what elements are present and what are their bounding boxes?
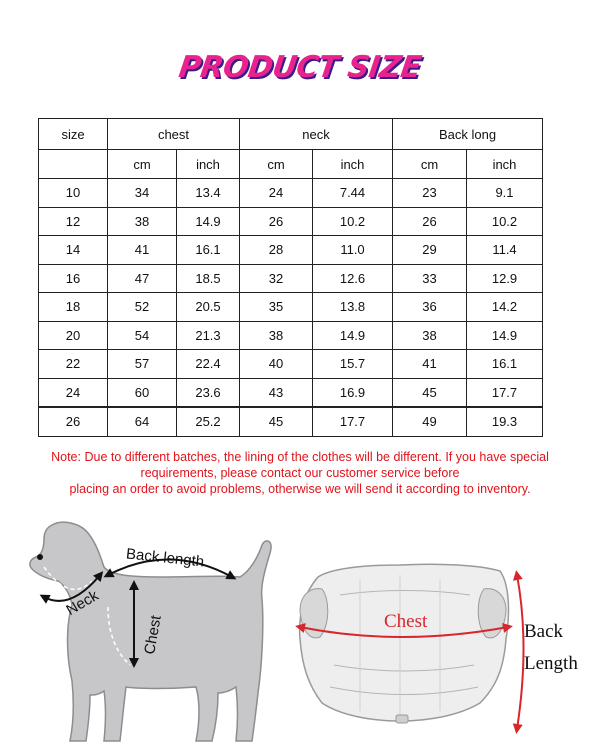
cell-neck-cm: 28 [240,236,313,265]
note-text [20,449,580,497]
note-line-1: Note: Due to different batches, the lining of the clothes will be different. If you have special [51,450,549,464]
note-line-2: requirements, please contact our customer service before [140,466,460,480]
cell-chest-inch: 13.4 [177,179,240,208]
cell-back-inch: 12.9 [467,264,543,293]
cell-chest-inch: 16.1 [177,236,240,265]
table-row [39,350,543,379]
cell-neck-cm: 40 [240,350,313,379]
table-header-row [39,119,543,150]
cell-size: 12 [39,207,108,236]
cell-chest-cm: 57 [108,350,177,379]
unit-back-cm: cm [393,150,467,179]
cell-chest-inch: 25.2 [177,407,240,436]
cell-back-inch: 19.3 [467,407,543,436]
cell-back-cm: 36 [393,293,467,322]
cell-back-inch: 16.1 [467,350,543,379]
cell-size: 18 [39,293,108,322]
cell-size: 22 [39,350,108,379]
coat-illustration-icon [300,564,509,723]
header-back-long: Back long [393,119,543,150]
cell-neck-cm: 43 [240,378,313,407]
table-row [39,236,543,265]
cell-size: 24 [39,378,108,407]
unit-back-inch: inch [467,150,543,179]
cell-back-cm: 29 [393,236,467,265]
header-size: size [39,119,108,150]
header-chest: chest [108,119,240,150]
cell-size: 26 [39,407,108,436]
cell-back-cm: 49 [393,407,467,436]
cell-chest-inch: 18.5 [177,264,240,293]
cell-back-cm: 33 [393,264,467,293]
cell-chest-inch: 22.4 [177,350,240,379]
note-line-3: placing an order to avoid problems, otherwise we will send it according to inventory. [69,482,531,496]
cell-back-inch: 17.7 [467,378,543,407]
cell-back-cm: 38 [393,321,467,350]
cell-neck-cm: 26 [240,207,313,236]
cell-chest-cm: 52 [108,293,177,322]
measurement-diagram [0,515,600,750]
cell-chest-cm: 64 [108,407,177,436]
coat-length-label: Length [524,653,578,674]
cell-chest-inch: 14.9 [177,207,240,236]
diagram-svg [0,515,600,750]
cell-neck-cm: 32 [240,264,313,293]
cell-back-inch: 11.4 [467,236,543,265]
cell-chest-cm: 41 [108,236,177,265]
dog-chest-label: Chest [141,614,165,656]
cell-size: 16 [39,264,108,293]
cell-neck-inch: 16.9 [313,378,393,407]
cell-neck-inch: 17.7 [313,407,393,436]
cell-size: 10 [39,179,108,208]
table-row [39,179,543,208]
header-neck: neck [240,119,393,150]
cell-size: 14 [39,236,108,265]
cell-chest-cm: 47 [108,264,177,293]
table-row [39,378,543,407]
unit-neck-inch: inch [313,150,393,179]
cell-neck-inch: 15.7 [313,350,393,379]
coat-back-length-arrow [517,575,524,729]
cell-back-inch: 14.2 [467,293,543,322]
cell-back-inch: 9.1 [467,179,543,208]
cell-back-inch: 10.2 [467,207,543,236]
cell-back-cm: 23 [393,179,467,208]
table-row [39,264,543,293]
cell-back-cm: 41 [393,350,467,379]
unit-neck-cm: cm [240,150,313,179]
unit-blank [39,150,108,179]
cell-neck-inch: 14.9 [313,321,393,350]
table-row [39,407,543,436]
cell-chest-cm: 54 [108,321,177,350]
cell-back-inch: 14.9 [467,321,543,350]
table-row [39,293,543,322]
cell-chest-inch: 21.3 [177,321,240,350]
cell-neck-cm: 38 [240,321,313,350]
cell-chest-inch: 23.6 [177,378,240,407]
cell-neck-inch: 11.0 [313,236,393,265]
cell-neck-cm: 45 [240,407,313,436]
unit-chest-inch: inch [177,150,240,179]
dog-back-length-label: Back length [125,545,205,571]
coat-chest-label: Chest [384,611,428,632]
cell-neck-inch: 10.2 [313,207,393,236]
coat-back-label: Back [524,621,564,642]
cell-neck-inch: 7.44 [313,179,393,208]
page-title: PRODUCT SIZE [176,50,424,85]
cell-neck-inch: 12.6 [313,264,393,293]
size-table [38,118,543,437]
cell-chest-cm: 38 [108,207,177,236]
cell-size: 20 [39,321,108,350]
cell-chest-inch: 20.5 [177,293,240,322]
cell-chest-cm: 60 [108,378,177,407]
table-row [39,207,543,236]
table-row [39,321,543,350]
dog-neck-label: Neck [63,587,102,619]
table-unit-row [39,150,543,179]
cell-back-cm: 45 [393,378,467,407]
cell-neck-inch: 13.8 [313,293,393,322]
cell-neck-cm: 24 [240,179,313,208]
unit-chest-cm: cm [108,150,177,179]
cell-chest-cm: 34 [108,179,177,208]
cell-neck-cm: 35 [240,293,313,322]
cell-back-cm: 26 [393,207,467,236]
